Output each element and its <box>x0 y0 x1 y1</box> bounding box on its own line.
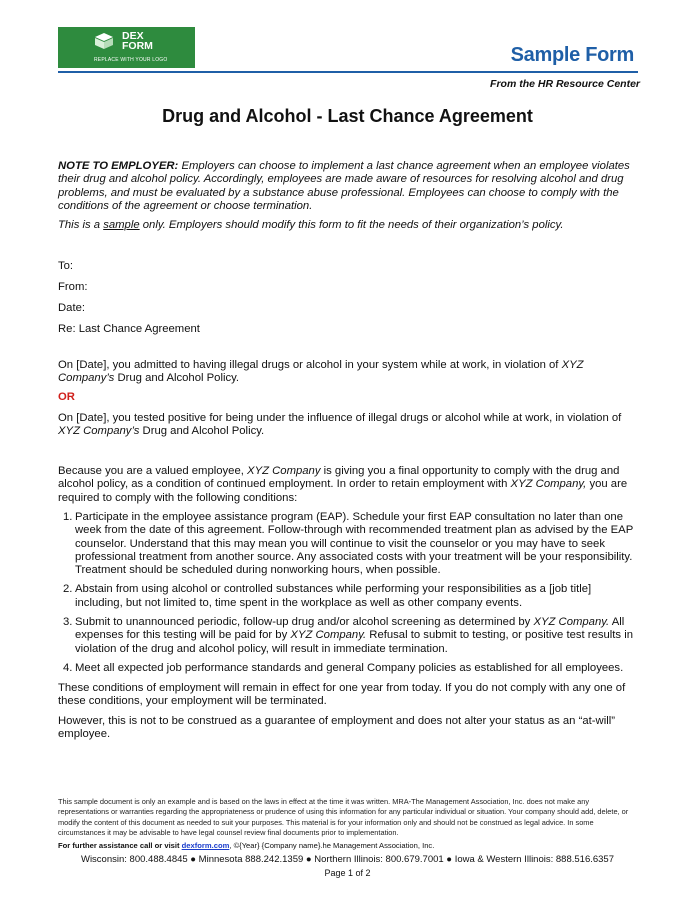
tested-text: On [Date], you tested positive for being under the influence of illegal drugs or alcohol while at work, in violation of <box>58 412 622 424</box>
list-item <box>58 616 638 656</box>
note-lead: NOTE TO EMPLOYER: <box>58 160 179 172</box>
list-item <box>58 583 638 610</box>
conditions-list <box>58 511 638 681</box>
item-text: Submit to unannounced periodic, follow-up drug and/or alcohol screening as determined by <box>75 616 534 629</box>
paragraph-however: However, this is not to be construed as a guarantee of employment and does not alter your status as an “at-will” employee. <box>58 715 615 741</box>
box-icon <box>94 32 114 50</box>
admit-text: On [Date], you admitted to having illegal drugs or alcohol in your system while at work, in violation of <box>58 359 562 371</box>
page-number: Page 1 of 2 <box>324 868 371 878</box>
item-number: 3. <box>63 616 73 629</box>
field-to: To: <box>58 260 74 272</box>
item-text: Abstain from using alcohol or controlled substances while performing your responsibilities as a [job title] including, but not limited to, time spent in the workplace as well as other company events. <box>75 583 592 609</box>
assist-tail: , ©{Year} {Company name}.he Management Association, Inc. <box>229 841 435 850</box>
sample-line-part1: This is a <box>58 219 104 231</box>
paragraph-admitted <box>58 359 638 386</box>
field-date: Date: <box>58 302 86 314</box>
sample-form-heading: Sample Form <box>510 44 634 66</box>
note-to-employer <box>58 160 638 213</box>
page-title: Drug and Alcohol - Last Chance Agreement <box>162 106 533 126</box>
sample-underlined: sample <box>103 219 140 231</box>
item-text: Refusal to submit to testing, or positive test results in violation of the drug and alcohol policy, will result in immediate termination. <box>75 629 634 655</box>
dexform-link[interactable]: dexform.com <box>181 841 230 850</box>
valued-company1: XYZ Company <box>247 465 321 477</box>
tested-company: XYZ Company’s <box>58 425 140 438</box>
item-company: XYZ Company. <box>533 616 610 629</box>
hr-resource-center: From the HR Resource Center <box>490 78 640 90</box>
valued-a: Because you are a valued employee, <box>58 465 248 477</box>
note-text: Employers can choose to implement a last chance agreement when an employee violates their drug and alcohol policy. Accordingly, employees are made aware of resources for resolving alcohol and drug problems, and must be evaluated by a substance abuse professional. Employees can choose to comply with the conditions of the agreement or choose termination. <box>58 160 630 212</box>
assist-lead: For further assistance call or visit <box>58 841 182 850</box>
header-divider <box>58 71 638 73</box>
list-item <box>58 662 638 675</box>
admit-end: Drug and Alcohol Policy. <box>114 372 240 385</box>
valued-b: is giving you a final opportunity to comply with the drug and alcohol policy, as a condition of continued employment. In order to retain employment with <box>58 465 620 491</box>
footer-assistance <box>58 841 434 850</box>
logo-tagline: REPLACE WITH YOUR LOGO <box>94 57 168 63</box>
footer-offices: Wisconsin: 800.488.4845 ● Minnesota 888.242.1359 ● Northern Illinois: 800.679.7001 ● Iowa & Western Illinois: 888.516.6357 <box>80 854 615 865</box>
company-logo <box>58 27 195 68</box>
sample-disclaimer-line <box>58 219 638 232</box>
field-from: From: <box>58 281 88 293</box>
footer-disclaimer: This sample document is only an example and is based on the laws in effect at the time it was written. MRA-The Management Association, Inc. does not make any representations or warranties regarding the appropriateness or prudence of using this information for any particular individual or situation. Your company should add, delete, or modify the content of this document as needed to suit your purposes. This material is for your information only and should not be construed as legal advice. In some circumstances it may be advisable to have legal counsel review final documents prior to implementation. <box>58 797 629 838</box>
item-number: 1. <box>63 511 73 523</box>
list-item <box>58 511 638 577</box>
paragraph-tested <box>58 412 638 439</box>
item-text: Participate in the employee assistance program (EAP). Schedule your first EAP consultation no later than one week from the date of this agreement. Follow-through with recommended treatment plan as advised by the EAP counselor. Understand that this may mean you will continue to visit the counselor or you may have to seek professional treatment from another source. Any associated costs with your treatment will be your responsibility. Treatment should be scheduled during nonworking hours, when possible. <box>75 511 634 577</box>
valued-company2: XYZ Company, <box>510 478 587 491</box>
item-text: All expenses for this testing will be paid for by <box>75 616 625 642</box>
sample-line-part2: only. Employers should modify this form to fit the needs of their organization’s policy. <box>139 219 564 231</box>
or-label: OR <box>58 391 75 403</box>
paragraph-conditions-duration: These conditions of employment will remain in effect for one year from today. If you do not comply with any one of these conditions, your employment will be terminated. <box>58 682 626 708</box>
valued-c: you are required to comply with the following conditions: <box>58 478 628 504</box>
item-number: 4. <box>63 661 73 674</box>
field-re: Re: Last Chance Agreement <box>58 323 200 335</box>
item-text: Meet all expected job performance standards and general Company policies as established for all employees. <box>75 661 624 674</box>
memo-fields <box>58 260 638 344</box>
item-company: XYZ Company. <box>290 629 367 642</box>
tested-end: Drug and Alcohol Policy. <box>139 425 265 438</box>
item-number: 2. <box>63 583 73 596</box>
paragraph-valued-employee <box>58 465 638 505</box>
logo-brand: DEX FORM <box>122 30 153 52</box>
admit-company: XYZ Company’s <box>58 359 584 385</box>
